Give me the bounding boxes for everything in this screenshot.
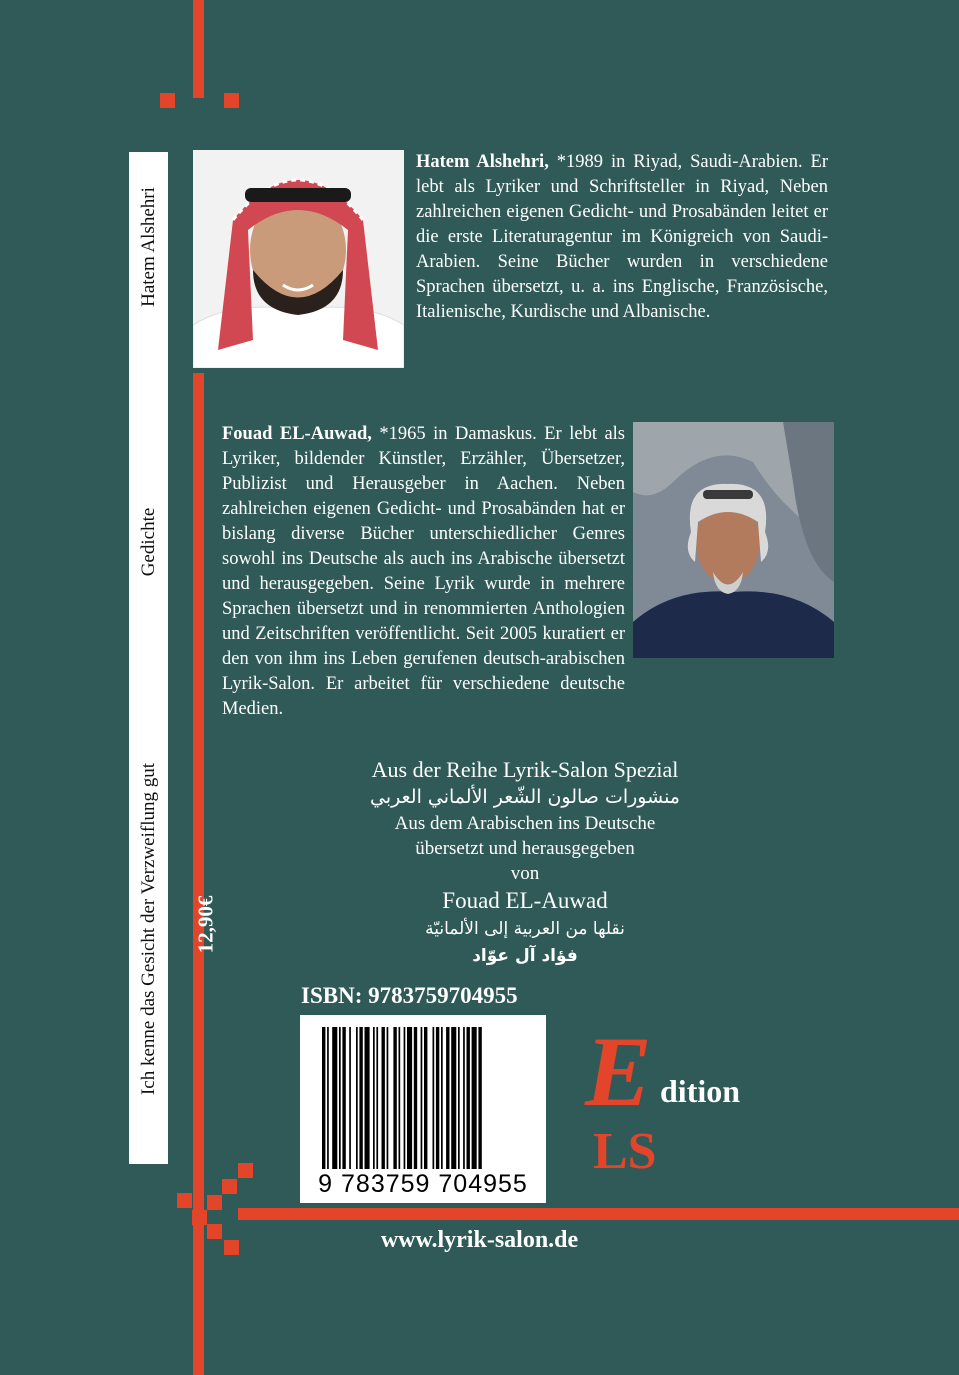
decor-square	[224, 93, 239, 108]
bio-el-auwad-text: *1965 in Damaskus. Er lebt als Lyriker, bildender Künstler, Erzähler, Übersetzer, Publizist und Herausgeber in Aachen. Neben zahlreichen eigenen Gedicht- und Prosabänden hat er bislang diverse Bücher unterschiedlicher Genres sowohl ins Deutsche als auch ins Arabische übersetzt und herausgegeben. Seine Lyrik wurde in mehrere Sprachen übersetzt und in renommierten Anthologien und Zeitschriften veröffentlicht. Seit 2005 kuratiert er den von ihm ins Leben gerufenen deutsch-arabischen Lyrik-Salon. Er arbeitet für verschiedene deutsche Medien.	[222, 424, 626, 719]
translator-note-arabic: نقلها من العربية إلى الألمانيّة	[425, 919, 625, 939]
barcode-bar	[359, 1027, 362, 1169]
barcode-bar	[365, 1027, 370, 1169]
bio-alshehri-name: Hatem Alshehri,	[416, 152, 549, 172]
bio-el-auwad	[222, 422, 625, 722]
barcode-bar	[414, 1027, 417, 1169]
series-line-3: Aus dem Arabischen ins Deutsche	[394, 813, 656, 834]
barcode-bar	[356, 1027, 358, 1169]
decor-square	[192, 1210, 207, 1225]
decor-square	[207, 1195, 222, 1210]
barcode-bar	[407, 1027, 412, 1169]
author-photo-alshehri	[193, 150, 404, 368]
edition-logo-word: dition	[660, 1073, 741, 1109]
barcode-bar	[339, 1027, 341, 1169]
red-rule-horizontal	[238, 1208, 959, 1220]
barcode-bar	[441, 1027, 443, 1169]
barcode-bar	[436, 1027, 439, 1169]
barcode-bar	[446, 1027, 449, 1169]
barcode	[300, 1015, 546, 1203]
edition-logo-ls: LS	[593, 1123, 657, 1180]
red-rule-top	[193, 0, 204, 98]
barcode-bar	[393, 1027, 396, 1169]
book-spine	[129, 152, 168, 1164]
website-url[interactable]: www.lyrik-salon.de	[380, 1227, 579, 1253]
spine-author: Hatem Alshehri	[138, 187, 159, 307]
barcode-bar	[387, 1027, 389, 1169]
spine-title: Ich kenne das Gesicht der Verzweiflung gut	[138, 762, 159, 1096]
translator-name: Fouad EL-Auwad	[442, 888, 608, 913]
decor-square	[238, 1163, 253, 1178]
barcode-bar	[376, 1027, 378, 1169]
bio-alshehri-text: *1989 in Riyad, Saudi-Arabien. Er lebt als Lyriker und Schriftsteller in Riyad, Neben zahlreichen eigenen Gedicht- und Prosabänden leitet er die erste Literaturagentur im Königreich von Saudi-Arabien. Seine Bücher wurden in verschiedene Sprachen übersetzt, u. a. ins Englische, Französische, Italienische, Kurdische und Albanische.	[416, 152, 828, 322]
barcode-bar	[424, 1027, 427, 1169]
series-line-arabic: منشورات صالون الشّعر الألماني العربي	[370, 786, 680, 808]
barcode-bar	[322, 1027, 325, 1169]
barcode-number: 9 783759 704955	[318, 1170, 528, 1198]
edition-logo-e: E	[585, 1016, 652, 1127]
author-photo-el-auwad	[633, 422, 834, 658]
barcode-bar	[472, 1027, 477, 1169]
barcode-bar	[373, 1027, 375, 1169]
barcode-bar	[349, 1027, 351, 1169]
barcode-bar	[458, 1027, 460, 1169]
barcode-bar	[421, 1027, 423, 1169]
translator-name-arabic: فؤاد آل عوّاد	[472, 946, 578, 966]
decor-square	[160, 93, 175, 108]
barcode-bar	[382, 1027, 385, 1169]
series-line-1: Aus der Reihe Lyrik-Salon Spezial	[371, 757, 679, 782]
bio-alshehri	[416, 150, 828, 325]
barcode-bar	[332, 1027, 337, 1169]
barcode-bar	[399, 1027, 401, 1169]
isbn-label: ISBN: 9783759704955	[301, 983, 518, 1008]
decor-square	[222, 1179, 237, 1194]
bio-el-auwad-name: Fouad EL-Auwad,	[222, 424, 372, 444]
decor-square	[177, 1193, 192, 1208]
series-line-5: von	[510, 863, 540, 884]
barcode-bar	[342, 1027, 345, 1169]
spine-price: 12,90€	[193, 895, 218, 954]
barcode-bar	[404, 1027, 406, 1169]
barcode-bar	[451, 1027, 456, 1169]
barcode-bar	[327, 1027, 329, 1169]
barcode-bar	[478, 1027, 481, 1169]
barcode-bar	[463, 1027, 465, 1169]
series-info	[300, 756, 750, 970]
barcode-bar	[467, 1027, 470, 1169]
spine-genre: Gedichte	[138, 507, 159, 577]
series-line-4: übersetzt und herausgegeben	[415, 838, 635, 859]
barcode-bar	[433, 1027, 435, 1169]
